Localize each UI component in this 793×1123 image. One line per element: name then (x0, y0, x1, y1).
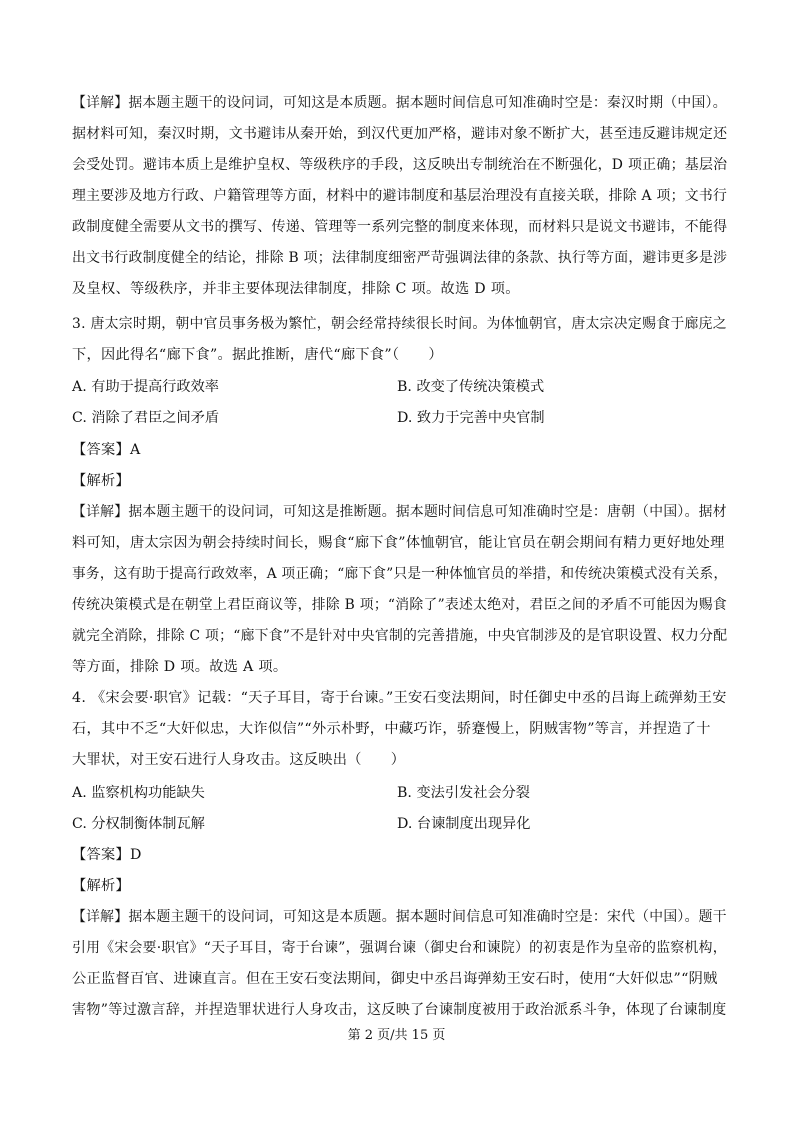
q4-explanation-line: 引用《宋会要·职官》“天子耳目，寄于台谏”，强调台谏（御史台和谏院）的初衷是作为皇帝的监察机构， (72, 940, 727, 956)
q2-explanation-line: 政制度健全需要从文书的撰写、传递、管理等一系列完整的制度来体现，而材料只是说文书避讳，不能得 (72, 219, 728, 235)
q3-explanation-line: 等方面，排除 D 项。故选 A 项。 (72, 659, 288, 675)
q4-stem-line: 石，其中不乏“大奸似忠，大诈似信”“外示朴野，中藏巧诈，骄蹇慢上，阴贼害物”等言，并捏造了十 (72, 721, 711, 737)
q2-explanation-line: 及皇权、等级秩序，并非主要体现法律制度，排除 C 项。故选 D 项。 (72, 281, 520, 297)
q4-explanation-line: 【详解】据本题主题干的设问词，可知这是本质题。据本题时间信息可知准确时空是：宋代（中国）。题干 (72, 909, 727, 925)
q3-answer: 【答案】A (72, 442, 141, 458)
q2-explanation-line: 理主要涉及地方行政、户籍管理等方面，材料中的避讳制度和基层治理没有直接关联，排除 A 项；文书行 (72, 188, 728, 204)
q3-explanation-line: 事务，这有助于提高行政效率，A 项正确；“廊下食”只是一种体恤官员的举措，和传统决策模式没有关系， (72, 566, 728, 582)
q4-option-b: B. 变法引发社会分裂 (397, 785, 530, 801)
page-number-footer: 第 2 页/共 15 页 (347, 1028, 446, 1043)
q4-option-c: C. 分权制衡体制瓦解 (72, 816, 205, 832)
q4-explanation-line: 公正监督百官、进谏直言。但在王安石变法期间，御史中丞吕诲弹劾王安石时，使用“大奸似忠”“阴贼 (72, 971, 718, 987)
q4-option-a: A. 监察机构功能缺失 (72, 785, 205, 801)
q3-explanation-line: 传统决策模式是在朝堂上君臣商议等，排除 B 项；“消除了”表述太绝对，君臣之间的矛盾不可能因为赐食 (72, 597, 727, 613)
q4-analysis-label: 【解析】 (72, 878, 130, 894)
q4-stem-line: 4. 《宋会要·职官》记载：“天子耳目，寄于台谏。”王安石变法期间，时任御史中丞的吕诲上疏弹劾王安 (72, 690, 727, 706)
q2-explanation-line: 据材料可知，秦汉时期，文书避讳从秦开始，到汉代更加严格，避讳对象不断扩大，甚至违反避讳规定还 (72, 126, 728, 142)
q3-option-b: B. 改变了传统决策模式 (397, 379, 545, 395)
q3-stem-line: 下，因此得名“廊下食”。据此推断，唐代“廊下食”（ ） (72, 347, 443, 363)
q4-stem-line: 大罪状，对王安石进行人身攻击。这反映出（ ） (72, 752, 406, 768)
q4-option-d: D. 台谏制度出现异化 (397, 816, 531, 832)
q2-explanation-line: 会受处罚。避讳本质上是维护皇权、等级秩序的手段，这反映出专制统治在不断强化，D 项正确；基层治 (72, 157, 728, 173)
q3-option-c: C. 消除了君臣之间矛盾 (72, 410, 220, 426)
q3-analysis-label: 【解析】 (72, 473, 130, 489)
q3-stem-line: 3. 唐太宗时期，朝中官员事务极为繁忙，朝会经常持续很长时间。为体恤朝官，唐太宗决定赐食于廊庑之 (72, 316, 727, 332)
q2-explanation-line: 出文书行政制度健全的结论，排除 B 项；法律制度细密严苛强调法律的条款、执行等方面，避讳更多是涉 (72, 250, 728, 266)
q3-explanation-line: 就完全消除，排除 C 项；“廊下食”不是针对中央官制的完善措施，中央官制涉及的是官职设置、权力分配 (72, 628, 728, 644)
q3-option-a: A. 有助于提高行政效率 (72, 379, 219, 395)
q2-explanation-line: 【详解】据本题主题干的设问词，可知这是本质题。据本题时间信息可知准确时空是：秦汉时期（中国）。 (72, 95, 727, 111)
q4-explanation-line: 害物”等过激言辞，并捏造罪状进行人身攻击，这反映了台谏制度被用于政治派系斗争，体现了台谏制度 (72, 1002, 727, 1018)
q3-explanation-line: 料可知，唐太宗因为朝会持续时间长，赐食“廊下食”体恤朝官，能让官员在朝会期间有精力更好地处理 (72, 535, 725, 551)
q3-explanation-line: 【详解】据本题主题干的设问词，可知这是推断题。据本题时间信息可知准确时空是：唐朝（中国）。据材 (72, 504, 727, 520)
q3-option-d: D. 致力于完善中央官制 (397, 410, 545, 426)
q4-answer: 【答案】D (72, 847, 142, 863)
